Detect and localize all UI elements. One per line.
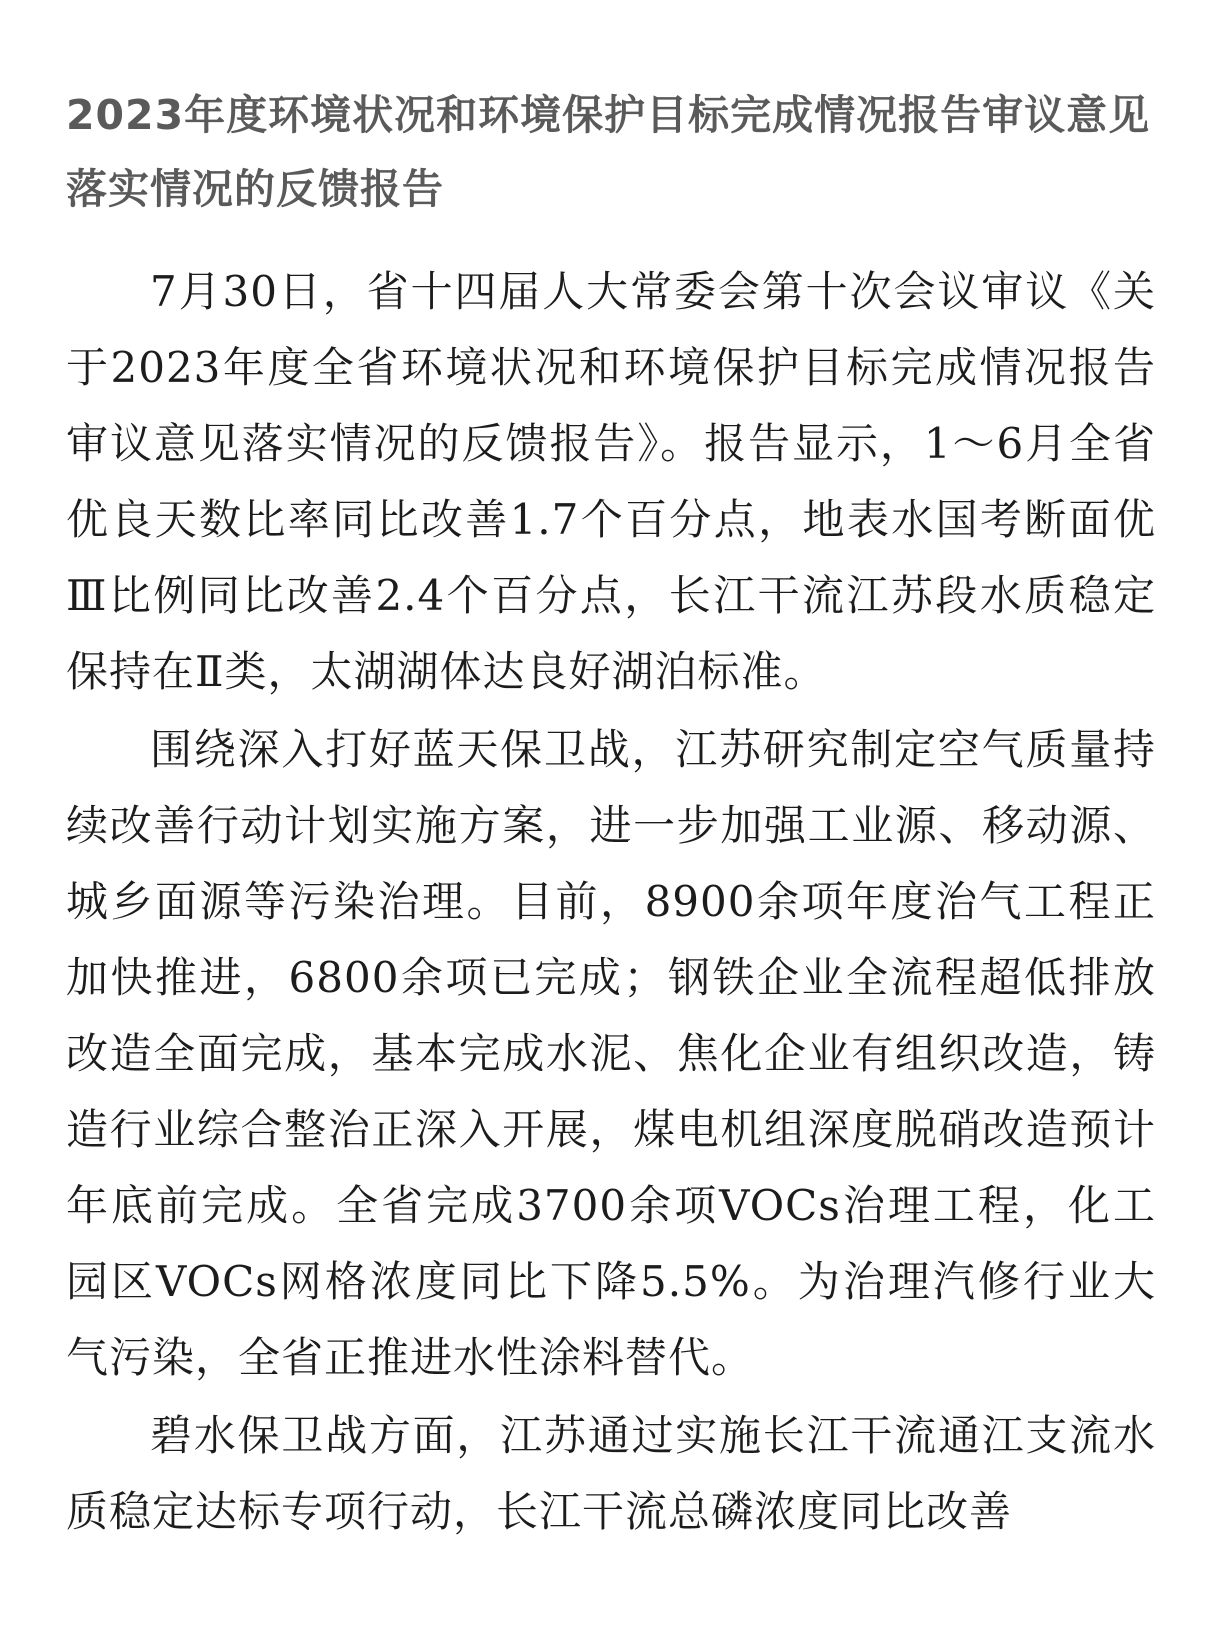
paragraph-2: 围绕深入打好蓝天保卫战，江苏研究制定空气质量持续改善行动计划实施方案，进一步加强工业源、移动源、城乡面源等污染治理。目前，8900余项年度治气工程正加快推进，6800余项已完成；钢铁企业全流程超低排放改造全面完成，基本完成水泥、焦化企业有组织改造，铸造行业综合整治正深入开展，煤电机组深度脱硝改造预计年底前完成。全省完成3700余项VOCs治理工程，化工园区VOCs网格浓度同比下降5.5%。为治理汽修行业大气污染，全省正推进水性涂料替代。 bbox=[66, 725, 1156, 1382]
article bbox=[66, 78, 1156, 1552]
article-title: 2023年度环境状况和环境保护目标完成情况报告审议意见落实情况的反馈报告 bbox=[66, 91, 1151, 213]
paragraph-3: 碧水保卫战方面，江苏通过实施长江干流通江支流水质稳定达标专项行动，长江干流总磷浓度同比改善 bbox=[66, 1411, 1156, 1536]
paragraph-1: 7月30日，省十四届人大常委会第十次会议审议《关于2023年度全省环境状况和环境保护目标完成情况报告审议意见落实情况的反馈报告》。报告显示，1～6月全省优良天数比率同比改善1.7个百分点，地表水国考断面优Ⅲ比例同比改善2.4个百分点，长江干流江苏段水质稳定保持在Ⅱ类，太湖湖体达良好湖泊标准。 bbox=[66, 267, 1156, 696]
